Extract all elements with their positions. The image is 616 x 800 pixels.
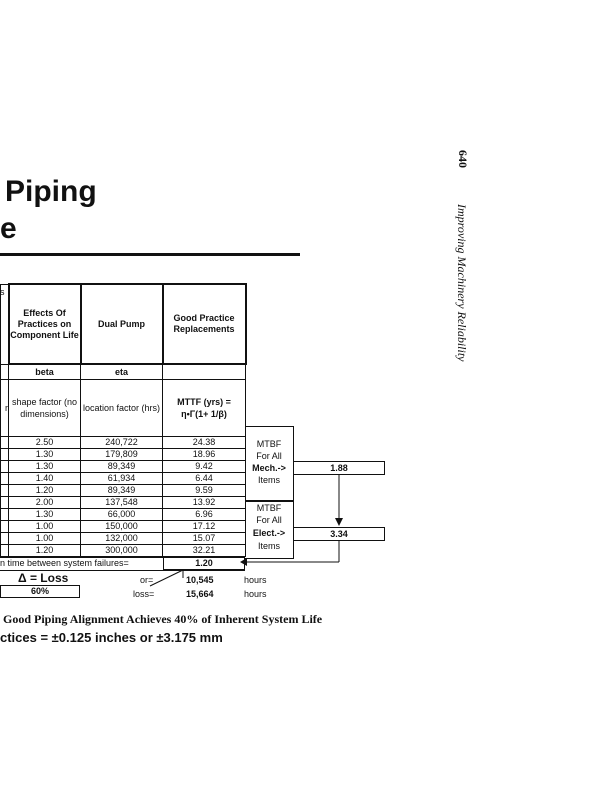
- heading-line-2: e: [0, 212, 17, 245]
- table-cell: 240,722: [81, 437, 163, 449]
- footer-label: n time between system failures=: [0, 558, 129, 568]
- table-cell: 150,000: [81, 521, 163, 533]
- table-cell: 89,349: [81, 461, 163, 473]
- running-book-title: Improving Machinery Reliability: [455, 204, 469, 362]
- table-cell: 132,000: [81, 533, 163, 545]
- table-cell: 89,349: [81, 485, 163, 497]
- heading-line-1: Piping: [5, 175, 97, 208]
- sub-header-eta: eta: [81, 364, 163, 380]
- mtbf-mech-value: 1.88: [293, 461, 385, 475]
- table-cell: 17.12: [163, 521, 246, 533]
- mtbf-mech-l3: Mech.->: [252, 463, 286, 473]
- mtbf-elect-l2: For All: [256, 515, 282, 525]
- table-cell: 1.00: [9, 533, 81, 545]
- table-cell: 9.42: [163, 461, 246, 473]
- desc-location-factor: location factor (hrs): [81, 380, 163, 437]
- loss-unit: hours: [244, 589, 267, 599]
- table-cell: 9.59: [163, 485, 246, 497]
- table-cell: 2.50: [9, 437, 81, 449]
- mtbf-mech-l2: For All: [256, 451, 282, 461]
- table-cell: 13.92: [163, 497, 246, 509]
- table-cell: 137,548: [81, 497, 163, 509]
- loss-percent: 60%: [0, 585, 80, 598]
- table-cell: 2.00: [9, 497, 81, 509]
- table-cell: 1.00: [9, 521, 81, 533]
- tolerance-line: ctices = ±0.125 inches or ±3.175 mm: [0, 630, 223, 645]
- mtbf-elect-l4: Items: [257, 541, 280, 551]
- table-cell: 300,000: [81, 545, 163, 557]
- left-edge-mark: s: [0, 287, 5, 297]
- table-cell: 1.30: [9, 449, 81, 461]
- table-cell: 61,934: [81, 473, 163, 485]
- table-cell: 1.20: [9, 545, 81, 557]
- table-cell: 24.38: [163, 437, 246, 449]
- mtbf-mech-l4: Items: [257, 475, 280, 485]
- table-cell: 6.96: [163, 509, 246, 521]
- delta-loss-label: Δ = Loss: [18, 571, 69, 585]
- table-cell: 1.40: [9, 473, 81, 485]
- col-header-dual-pump: Dual Pump: [81, 284, 163, 364]
- or-label: or=: [140, 575, 154, 585]
- loss-value: 15,664: [186, 589, 214, 599]
- table-cell: 1.30: [9, 509, 81, 521]
- mtbf-mech-l1: MTBF: [256, 439, 282, 449]
- col-header-replacements: Good Practice Replacements: [163, 284, 246, 364]
- loss-label: loss=: [133, 589, 155, 599]
- table-cell: 66,000: [81, 509, 163, 521]
- col-header-effects: Effects Of Practices on Component Life: [9, 284, 81, 364]
- table-cell: 1.30: [9, 461, 81, 473]
- figure-caption: Good Piping Alignment Achieves 40% of Inherent System Life: [3, 612, 323, 626]
- mtbf-elect-l1: MTBF: [256, 503, 282, 513]
- stub-r: r: [1, 380, 9, 437]
- table-cell: 32.21: [163, 545, 246, 557]
- mtbf-elect-l3: Elect.->: [252, 528, 286, 538]
- sub-header-beta: beta: [9, 364, 81, 380]
- table-cell: 18.96: [163, 449, 246, 461]
- desc-mttf: MTTF (yrs) = η•Γ(1+ 1/β): [163, 380, 246, 437]
- table-cell: 15.07: [163, 533, 246, 545]
- table-cell: 179,809: [81, 449, 163, 461]
- mtbf-elect-value: 3.34: [293, 527, 385, 541]
- table-cell: 6.44: [163, 473, 246, 485]
- desc-shape-factor: shape factor (no dimensions): [9, 380, 81, 437]
- page-number: 640: [456, 150, 470, 168]
- or-unit: hours: [244, 575, 267, 585]
- or-value: 10,545: [186, 575, 214, 585]
- system-mtbf-value: 1.20: [163, 557, 245, 570]
- table-cell: 1.20: [9, 485, 81, 497]
